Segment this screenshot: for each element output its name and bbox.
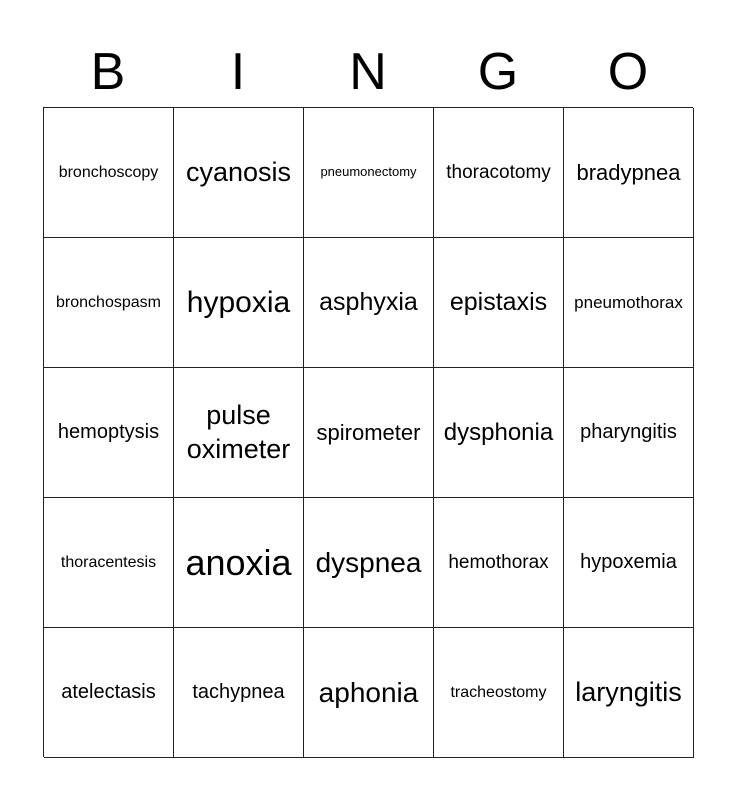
bingo-cell[interactable]: tachypnea <box>174 628 304 758</box>
bingo-cell[interactable]: thoracentesis <box>44 498 174 628</box>
bingo-cell[interactable]: bronchoscopy <box>44 108 174 238</box>
bingo-cell[interactable]: pneumothorax <box>564 238 694 368</box>
bingo-cell[interactable]: bradypnea <box>564 108 694 238</box>
bingo-cell[interactable]: cyanosis <box>174 108 304 238</box>
header-letter-g: G <box>477 43 519 101</box>
bingo-cell[interactable]: hemoptysis <box>44 368 174 498</box>
bingo-cell[interactable]: hypoxia <box>174 238 304 368</box>
bingo-cell[interactable]: dysphonia <box>434 368 564 498</box>
bingo-cell[interactable]: asphyxia <box>304 238 434 368</box>
bingo-cell[interactable]: anoxia <box>174 498 304 628</box>
header-letter-o: O <box>607 43 649 101</box>
bingo-header <box>43 40 693 104</box>
bingo-cell[interactable]: pneumonectomy <box>304 108 434 238</box>
bingo-cell[interactable]: bronchospasm <box>44 238 174 368</box>
bingo-cell[interactable]: laryngitis <box>564 628 694 758</box>
header-letter-b: B <box>90 43 126 101</box>
bingo-cell[interactable]: tracheostomy <box>434 628 564 758</box>
bingo-cell[interactable]: hemothorax <box>434 498 564 628</box>
bingo-card <box>43 107 693 757</box>
bingo-cell[interactable]: dyspnea <box>304 498 434 628</box>
bingo-cell[interactable]: epistaxis <box>434 238 564 368</box>
header-letter-n: N <box>349 43 387 101</box>
bingo-cell[interactable]: atelectasis <box>44 628 174 758</box>
bingo-cell[interactable]: aphonia <box>304 628 434 758</box>
header-letter-i: I <box>230 43 246 101</box>
bingo-cell[interactable]: pharyngitis <box>564 368 694 498</box>
bingo-cell[interactable]: spirometer <box>304 368 434 498</box>
bingo-cell[interactable]: thoracotomy <box>434 108 564 238</box>
bingo-cell[interactable]: pulse oximeter <box>174 368 304 498</box>
bingo-cell[interactable]: hypoxemia <box>564 498 694 628</box>
